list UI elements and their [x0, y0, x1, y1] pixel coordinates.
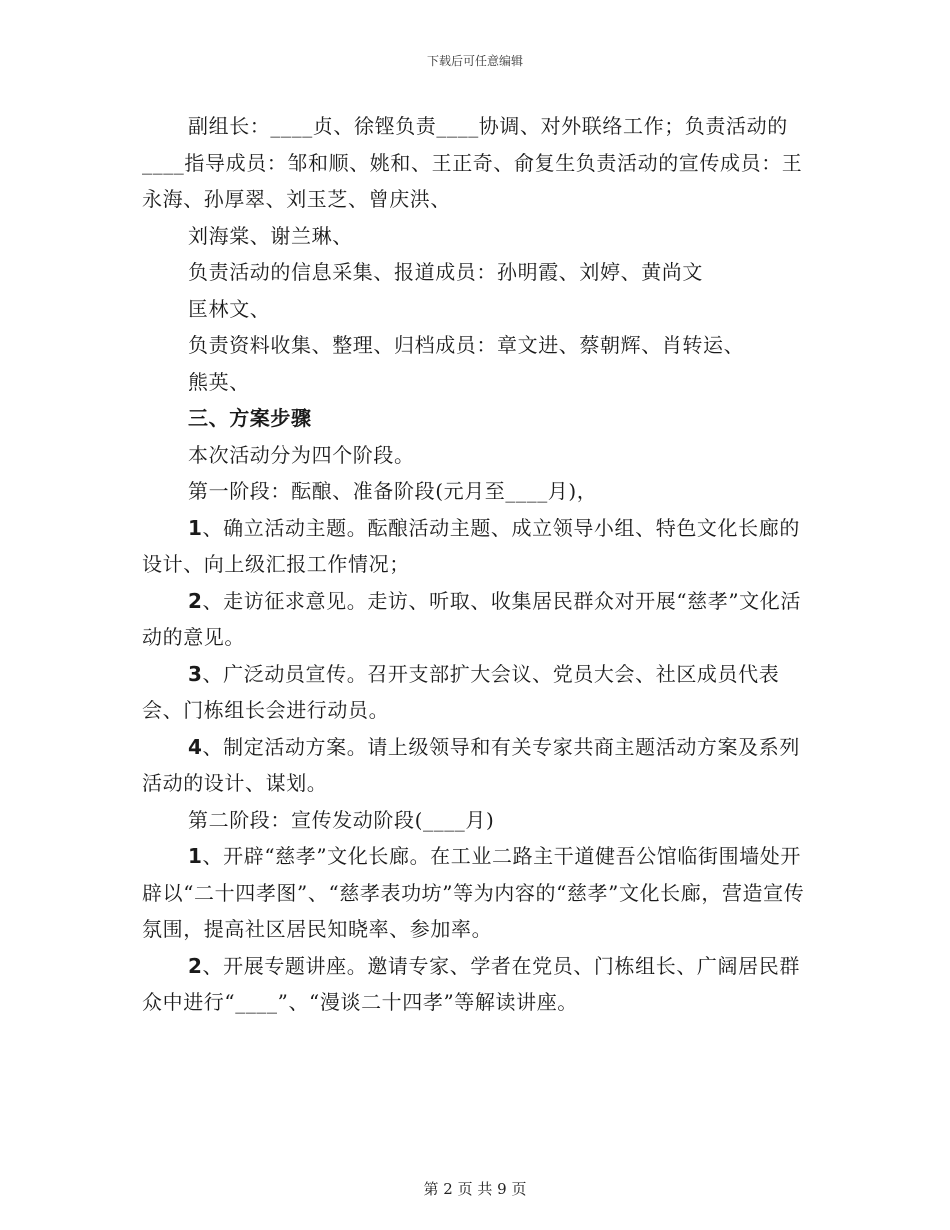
list-item [142, 948, 810, 1021]
list-text: 、开展专题讲座。邀请专家、学者在党员、门栋组长、广阔居民群众中进行“____”、“漫谈二十四孝”等解读讲座。 [142, 953, 800, 1014]
paragraph-stage-one: 第一阶段：酝酿、准备阶段(元月至____月)， [188, 479, 598, 503]
section-heading-steps: 三、方案步骤 [188, 406, 312, 430]
list-number: 1 [188, 844, 203, 868]
list-number: 1 [188, 515, 203, 540]
page-header: 下载后可任意编辑 [426, 54, 523, 68]
list-text: 、开辟“慈孝”文化长廊。在工业二路主干道健吾公馆临街围墙处开辟以“二十四孝图”、“慈孝表功坊”等为内容的“慈孝”文化长廊，营造宣传氛围，提高社区居民知晓率、参加率。 [142, 844, 805, 941]
list-text: 、广泛动员宣传。召开支部扩大会议、党员大会、社区成员代表会、门栋组长会进行动员。 [142, 661, 780, 722]
list-number: 2 [188, 588, 203, 613]
list-item [142, 583, 810, 656]
document-body [142, 108, 810, 1021]
list-number: 2 [188, 953, 203, 978]
list-item [142, 510, 810, 583]
list-text: 、制定活动方案。请上级领导和有关专家共商主题活动方案及系列活动的设计、谋划。 [142, 734, 800, 795]
paragraph-archive-members-cont: 熊英、 [188, 369, 250, 394]
paragraph-deputy-leader: 副组长：____贞、徐铿负责____协调、对外联络工作；负责活动的____指导成员：邹和顺、姚和、王正奇、俞复生负责活动的宣传成员：王永海、孙厚翠、刘玉芝、曾庆洪、 [142, 114, 803, 211]
paragraph-four-stages: 本次活动分为四个阶段。 [188, 442, 415, 467]
paragraph-members-cont: 刘海棠、谢兰琳、 [188, 223, 353, 248]
paragraph-archive-members: 负责资料收集、整理、归档成员：章文进、蔡朝辉、肖转运、 [188, 333, 745, 357]
paragraph-news-members: 负责活动的信息采集、报道成员：孙明霞、刘婷、黄尚文 [188, 260, 703, 284]
list-item [142, 838, 810, 948]
list-item [142, 729, 810, 802]
list-item [142, 656, 810, 729]
list-text: 、走访征求意见。走访、听取、收集居民群众对开展“慈孝”文化活动的意见。 [142, 588, 801, 649]
list-number: 3 [188, 661, 203, 686]
paragraph-stage-two: 第二阶段：宣传发动阶段(____月) [188, 807, 495, 832]
list-text: 、确立活动主题。酝酿活动主题、成立领导小组、特色文化长廊的设计、向上级汇报工作情况； [142, 515, 800, 576]
list-number: 4 [188, 734, 203, 759]
paragraph-news-members-cont: 匡林文、 [188, 296, 271, 321]
page-footer: 第 2 页 共 9 页 [423, 1180, 527, 1198]
